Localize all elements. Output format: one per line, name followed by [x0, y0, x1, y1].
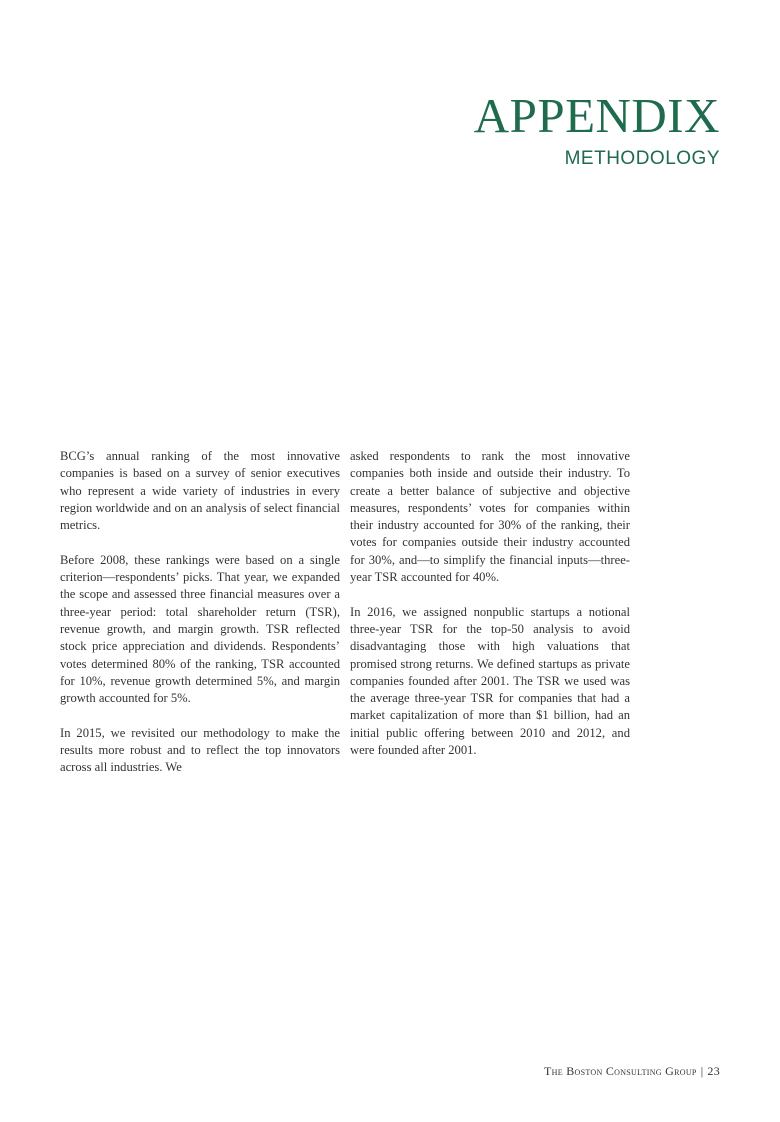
paragraph-before-2008: Before 2008, these rankings were based on a single criterion—respondents’ picks. That year, we expanded the scope and assessed three financial measures over a three-year period: total shareholder return (TSR), revenue growth, and margin growth. TSR reflected stock price appreciation and dividends. Respondents’ votes determined 80% of the ranking, TSR accounted for 10%, revenue growth determined 5%, and margin growth accounted for 5%. — [60, 552, 340, 706]
text-column-right — [350, 448, 630, 759]
paragraph-2015-continued: asked respondents to rank the most innovative companies both inside and outside their industry. To create a better balance of subjective and objective measures, respondents’ votes for companies within their industry accounted for 30% of the ranking, their votes for companies outside their industry accounted for 30%, and—to simplify the financial inputs—three-year TSR accounted for 40%. — [350, 449, 630, 585]
section-heading — [474, 90, 720, 170]
paragraph-2015: In 2015, we revisited our methodology to make the results more robust and to reflect the top innovators across all industries. We — [60, 725, 340, 775]
paragraph-intro: BCG’s annual ranking of the most innovative companies is based on a survey of senior executives who represent a wide variety of industries in every region worldwide and on an analysis of select financial metrics. — [60, 449, 340, 533]
text-column-left — [60, 448, 340, 777]
paragraph-2016: In 2016, we assigned nonpublic startups a notional three-year TSR for the top-50 analysis to avoid disadvantaging those with high valuations that promised strong returns. We defined startups as private companies founded after 2001. The TSR we used was the average three-year TSR for companies that had a market capitalization of more than $1 billion, had an initial public offering between 2010 and 2012, and were founded after 2001. — [350, 604, 630, 758]
footer-organization: The Boston Consulting Group — [544, 1064, 697, 1078]
page-subtitle: METHODOLOGY — [564, 148, 720, 169]
page-number: 23 — [707, 1064, 720, 1078]
page-title: APPENDIX — [473, 88, 720, 143]
footer-separator: | — [700, 1064, 704, 1078]
page-footer — [544, 1064, 720, 1079]
